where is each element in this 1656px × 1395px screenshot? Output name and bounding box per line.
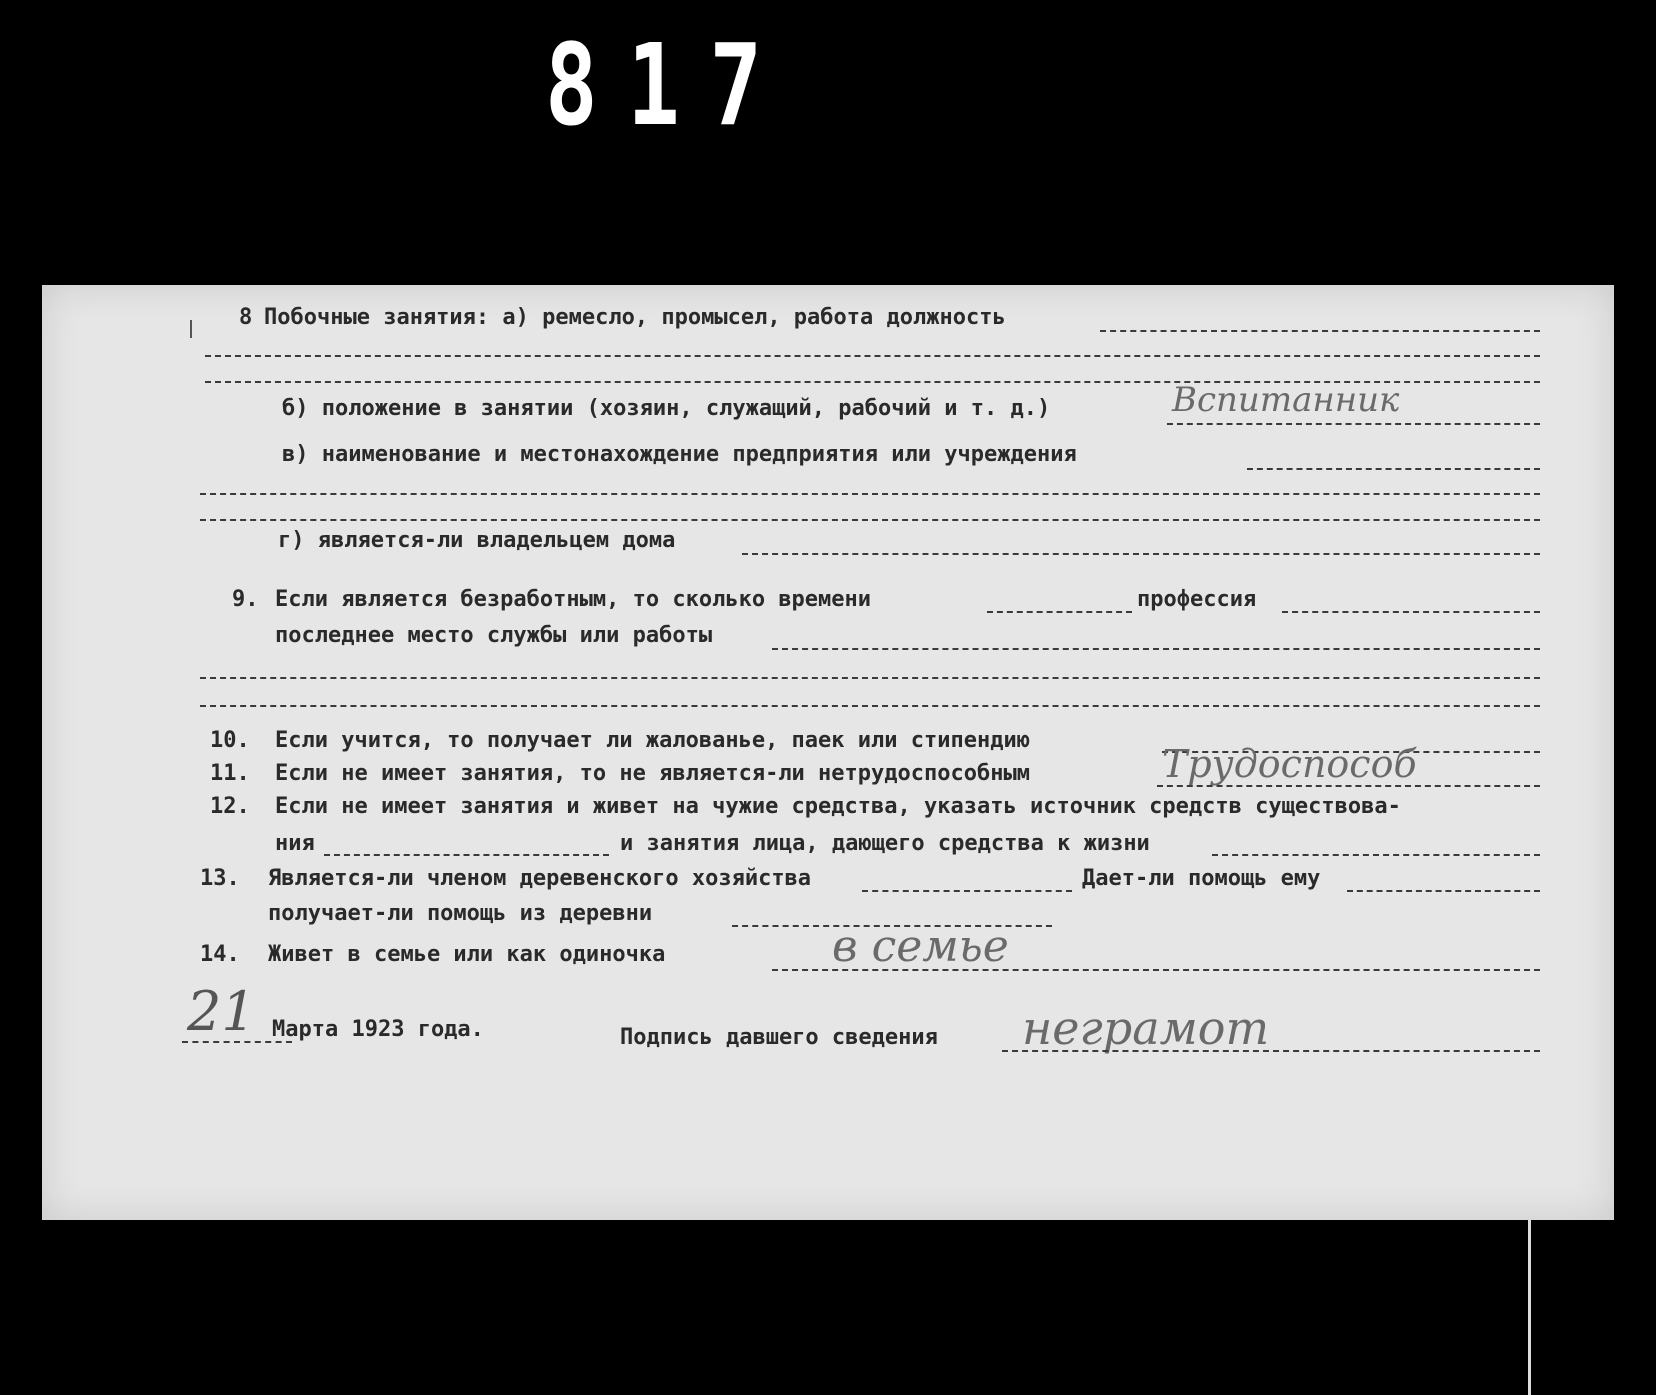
handwritten-disability-answer: Трудоспособ <box>1162 742 1417 786</box>
q9-number: 9. <box>232 587 259 612</box>
q13-line2: получает-ли помощь из деревни <box>268 901 653 926</box>
answer-line <box>987 611 1132 613</box>
q12-line2-b: и занятия лица, дающего средства к жизни <box>620 831 1150 856</box>
q8-line-a: Побочные занятия: а) ремесло, промысел, работа должность <box>264 305 1006 330</box>
answer-line <box>200 519 1540 521</box>
footer-signature-label: Подпись давшего сведения <box>620 1025 938 1050</box>
film-edge-line <box>1528 1220 1531 1395</box>
q12-line2-a: ния <box>275 831 315 856</box>
answer-line <box>1347 890 1540 892</box>
handwritten-day: 21 <box>187 980 256 1043</box>
answer-line <box>1212 854 1540 856</box>
answer-line <box>200 493 1540 495</box>
footer-month-year: Марта 1923 года. <box>272 1017 484 1042</box>
answer-line <box>1157 785 1540 787</box>
q8-line-g: г) является-ли владельцем дома <box>278 528 676 553</box>
answer-line <box>324 854 609 856</box>
q13-line1-b: Дает-ли помощь ему <box>1082 866 1321 891</box>
q9-line1-b: профессия <box>1137 587 1257 612</box>
answer-line <box>1282 611 1540 613</box>
q12-number: 12. <box>210 794 250 819</box>
census-form-card <box>42 285 1614 1220</box>
handwritten-position-answer: Вспитанник <box>1172 380 1400 420</box>
answer-line <box>772 969 1540 971</box>
q9-line1-a: Если является безработным, то сколько времени <box>275 587 872 612</box>
q10-number: 10. <box>210 728 250 753</box>
q14-text: Живет в семье или как одиночка <box>268 942 666 967</box>
answer-line <box>1100 330 1540 332</box>
answer-line <box>200 705 1540 707</box>
q8-number: 8 <box>239 305 253 330</box>
answer-line <box>742 553 1540 555</box>
handwritten-family-answer: в семье <box>832 921 1009 972</box>
q12-line1: Если не имеет занятия и живет на чужие средства, указать источник средств существова- <box>275 794 1401 819</box>
answer-line <box>200 677 1540 679</box>
q11-text: Если не имеет занятия, то не является-ли нетрудоспособным <box>275 761 1030 786</box>
q10-text: Если учится, то получает ли жалованье, паек или стипендию <box>275 728 1030 753</box>
answer-line <box>772 648 1540 650</box>
frame-number: 817 <box>545 21 792 151</box>
answer-line <box>205 355 1540 357</box>
q11-number: 11. <box>210 761 250 786</box>
q13-number: 13. <box>200 866 240 891</box>
q8-line-v: в) наименование и местонахождение предприятия или учреждения <box>282 442 1077 467</box>
answer-line <box>1247 468 1540 470</box>
margin-mark <box>190 320 192 338</box>
answer-line <box>1167 423 1540 425</box>
signature-line <box>1002 1050 1540 1052</box>
q9-line2: последнее место службы или работы <box>275 623 713 648</box>
handwritten-signature: неграмот <box>1022 1001 1270 1055</box>
q14-number: 14. <box>200 942 240 967</box>
answer-line <box>862 890 1072 892</box>
q8-line-b: б) положение в занятии (хозяин, служащий, рабочий и т. д.) <box>282 396 1051 421</box>
q13-line1-a: Является-ли членом деревенского хозяйства <box>268 866 812 891</box>
